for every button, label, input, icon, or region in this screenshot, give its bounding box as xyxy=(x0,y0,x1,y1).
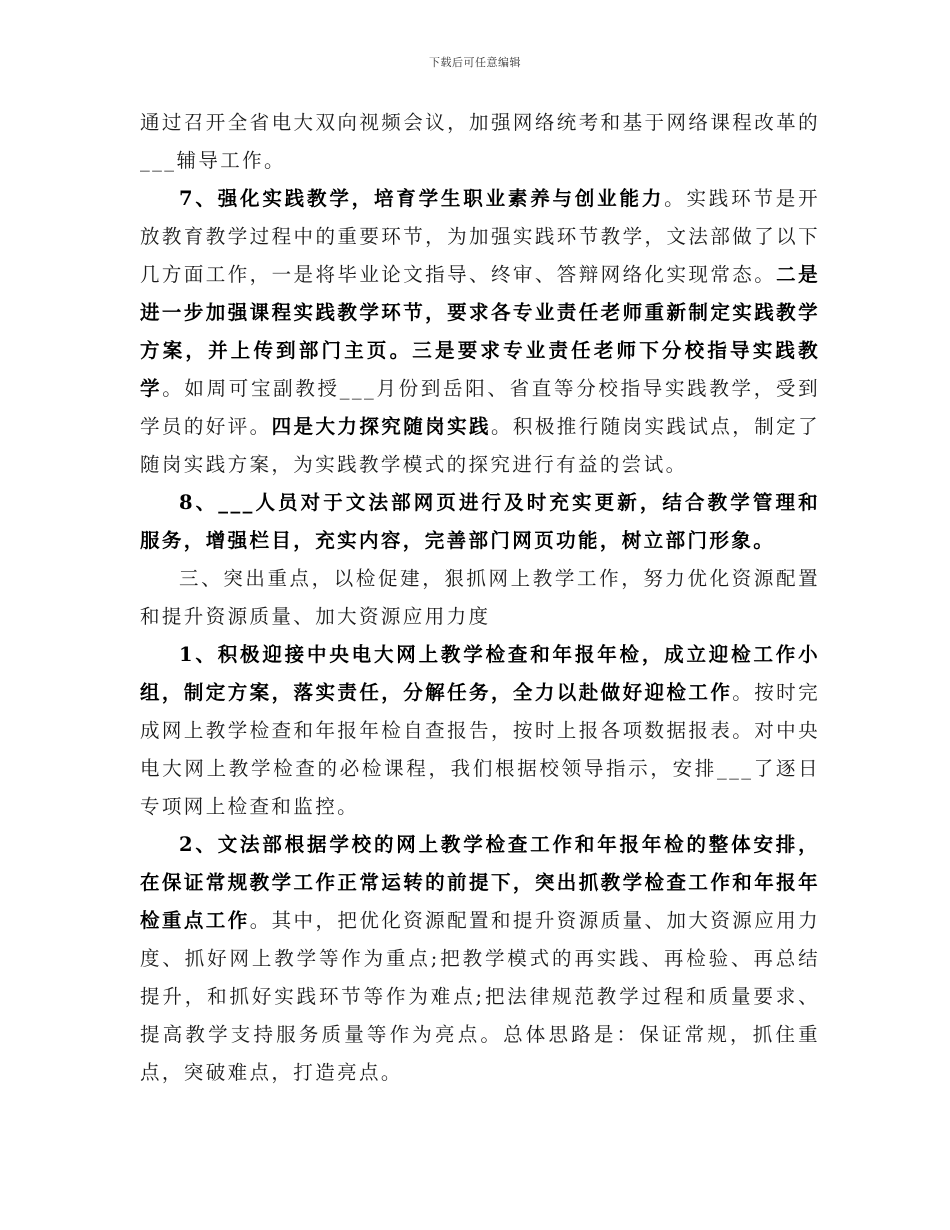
bold-heading: 7、强化实践教学，培育学生职业素养与创业能力 xyxy=(179,187,665,210)
section-heading-text: 三、突出重点，以检促建，狠抓网上教学工作，努力优化资源配置和提升资源质量、加大资源应用力度 xyxy=(140,567,820,628)
paragraph-item-8 xyxy=(140,484,820,560)
paragraph-item-7 xyxy=(140,180,820,484)
section-heading-3 xyxy=(140,560,820,636)
paragraph-text: 。积极推行随岗实践试点，制定了随岗实践方案，为实践教学模式的探究进行有益的尝试。 xyxy=(140,415,820,476)
paragraph-text: 。实践环节是开放教育教学过程中的重要环节，为加强实践环节教学，文法部做了以下几方面工作，一是将毕业论文指导、终审、答辩网络化实现常态。 xyxy=(140,187,820,286)
bold-heading: 1、积极迎接中央电大网上教学检查和年报年检，成立迎检工作小组，制定方案，落实责任，分解任务，全力以赴做好迎检工作 xyxy=(140,643,820,704)
bold-sentence: 四是大力探究随岗实践 xyxy=(271,415,491,438)
paragraph-text: 。如周可宝副教授___月份到岳阳、省直等分校指导实践教学，受到学员的好评。 xyxy=(140,377,820,438)
document-body xyxy=(140,104,820,1092)
paragraph-item-1 xyxy=(140,636,820,826)
paragraph-item-2 xyxy=(140,826,820,1092)
paragraph-continued xyxy=(140,104,820,180)
paragraph-text: 。按时完成网上教学检查和年报年检自查报告，按时上报各项数据报表。对中央电大网上教学检查的必检课程，我们根据校领导指示，安排___了逐日专项网上检查和监控。 xyxy=(140,681,820,818)
page-header: 下载后可任意编辑 xyxy=(429,56,521,69)
bold-heading: 2、文法部根据学校的网上教学检查工作和年报年检的整体安排，在保证常规教学工作正常运转的前提下，突出抓教学检查工作和年报年检重点工作 xyxy=(140,833,820,932)
bold-sentence: 二是进一步加强课程实践教学环节，要求各专业责任老师重新制定实践教学方案，并上传到部门主页。三是要求专业责任老师下分校指导实践教学 xyxy=(140,263,820,400)
bold-heading: 8、___人员对于文法部网页进行及时充实更新，结合教学管理和服务，增强栏目，充实内容，完善部门网页功能，树立部门形象。 xyxy=(140,491,820,552)
paragraph-text: 。其中，把优化资源配置和提升资源质量、加大资源应用力度、抓好网上教学等作为重点;把教学模式的再实践、再检验、再总结提升，和抓好实践环节等作为难点;把法律规范教学过程和质量要求、提高教学支持服务质量等作为亮点。总体思路是：保证常规，抓住重点，突破难点，打造亮点。 xyxy=(140,909,820,1084)
paragraph-text: 通过召开全省电大双向视频会议，加强网络统考和基于网络课程改革的___辅导工作。 xyxy=(140,111,820,172)
